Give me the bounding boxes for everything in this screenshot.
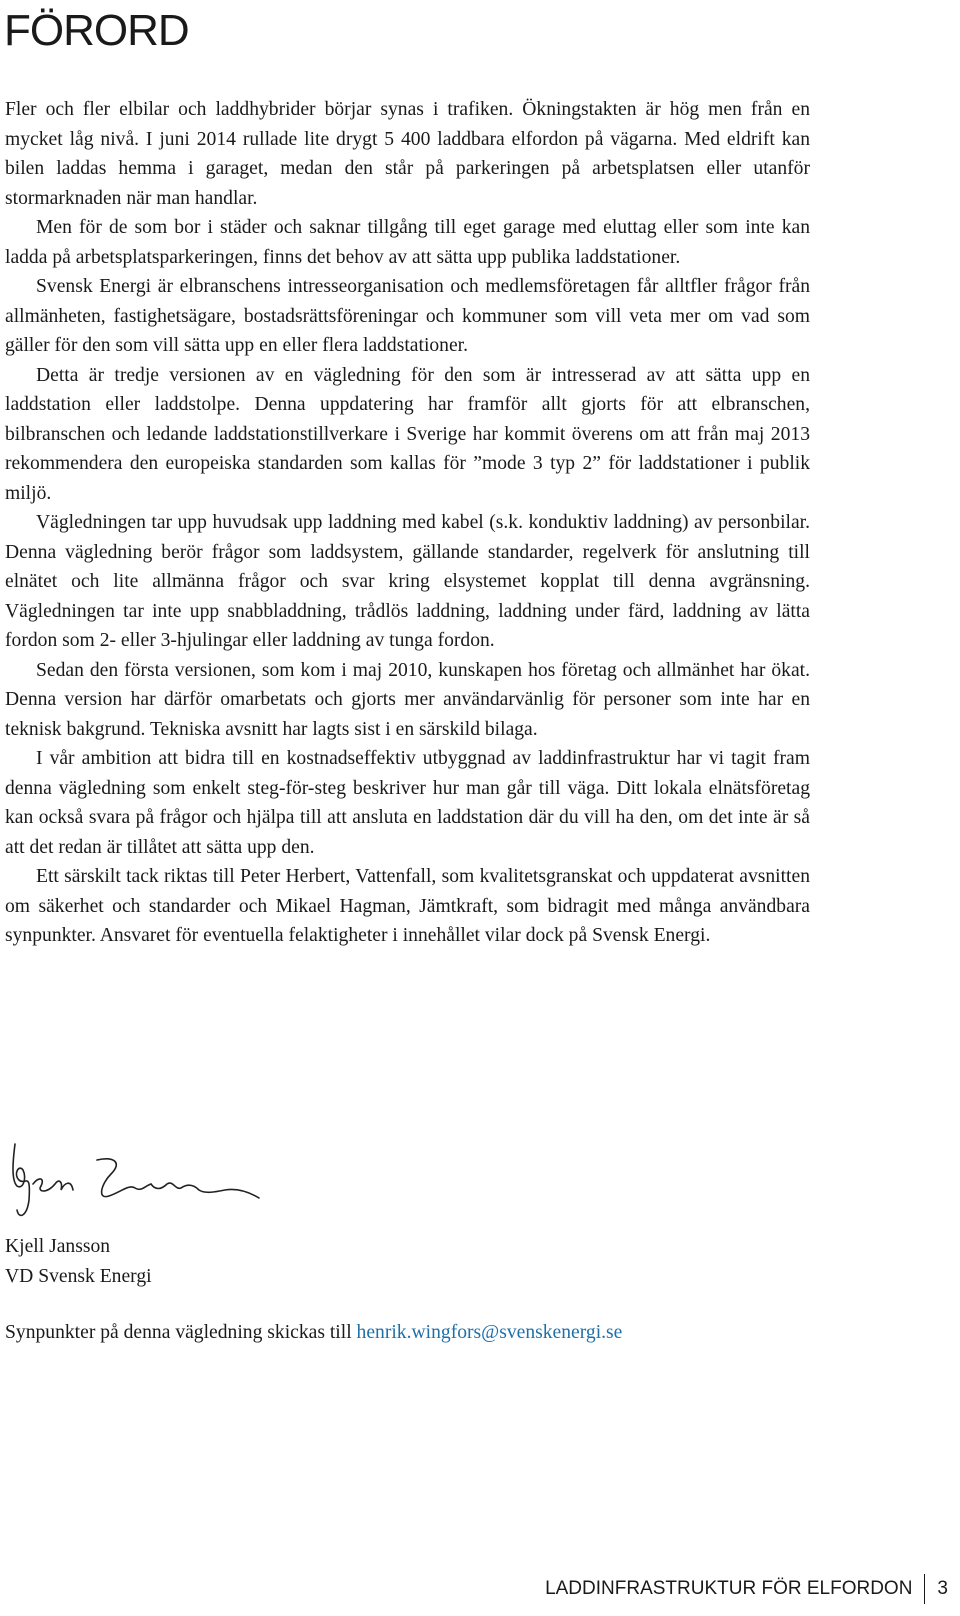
paragraph: Sedan den första versionen, som kom i maj 2010, kunskapen hos företag och allmänhet har ökat. Denna version har därför omarbetats och gjorts mer användarvänlig för personer som inte har en teknisk bakgrund. Tekniska avsnitt har lagts sist i en särskild bilaga. bbox=[5, 659, 810, 740]
handwritten-signature bbox=[5, 1140, 265, 1230]
email-link[interactable]: henrik.wingfors@svenskenergi.se bbox=[356, 1322, 623, 1343]
paragraph: Detta är tredje versionen av en vägledning för den som är intresserad av att sätta upp en laddstation eller laddstolpe. Denna uppdatering har framför allt gjorts för att elbranschen, bilbranschen och ledande laddstationstillverkare i Sverige har kommit överens om att från maj 2013 rekommendera den europeiska standarden som kallas för ”mode 3 typ 2” för laddstationer i publik miljö. bbox=[5, 364, 810, 504]
body-text bbox=[5, 95, 810, 951]
signatory-role: VD Svensk Energi bbox=[5, 1266, 152, 1287]
page-title: FÖRORD bbox=[4, 6, 189, 55]
paragraph: I vår ambition att bidra till en kostnadseffektiv utbyggnad av laddinfrastruktur har vi tagit fram denna vägledning som enkelt steg-för-steg beskriver hur man går till väga. Ditt lokala elnätsföretag kan också svara på frågor och hjälpa till att ansluta en laddstation där du vill ha den, om det inte är så att det redan är tillåtet att sätta upp den. bbox=[5, 748, 810, 858]
paragraph: Ett särskilt tack riktas till Peter Herbert, Vattenfall, som kvalitetsgranskat och uppdaterat avsnitten om säkerhet och standarder och Mikael Hagman, Jämtkraft, som bidragit med många användbara synpunkter. Ansvaret för eventuella felaktigheter i innehållet vilar dock på Svensk Energi. bbox=[5, 866, 810, 946]
paragraph: Svensk Energi är elbranschens intresseorganisation och medlemsföretagen får alltfler frågor från allmänheten, fastighetsägare, bostadsrättsföreningar och kommuner som vill veta mer om vad som gäller för den som vill sätta upp en eller flera laddstationer. bbox=[5, 276, 810, 356]
footer-divider bbox=[924, 1574, 925, 1604]
contact-line bbox=[5, 1322, 622, 1344]
page-footer bbox=[545, 1572, 948, 1606]
signatory-name: Kjell Jansson bbox=[5, 1236, 111, 1257]
contact-text: Synpunkter på denna vägledning skickas till bbox=[5, 1322, 352, 1343]
paragraph: Fler och fler elbilar och laddhybrider börjar synas i trafiken. Ökningstakten är hög men från en mycket låg nivå. I juni 2014 rullade lite drygt 5 400 laddbara elfordon på vägarna. Med eldrift kan bilen laddas hemma i garaget, medan den står på parkeringen på arbetsplatsen eller utanför stormarknaden när man handlar. bbox=[5, 99, 810, 209]
page-number: 3 bbox=[937, 1578, 948, 1599]
paragraph: Men för de som bor i städer och saknar tillgång till eget garage med eluttag eller som inte kan ladda på arbetsplatsparkeringen, finns det behov av att sätta upp publika laddstationer. bbox=[5, 217, 810, 268]
signatory bbox=[5, 1232, 152, 1292]
running-title: LADDINFRASTRUKTUR FÖR ELFORDON bbox=[545, 1578, 913, 1599]
paragraph: Vägledningen tar upp huvudsak upp laddning med kabel (s.k. konduktiv laddning) av personbilar. Denna vägledning berör frågor som laddsystem, gällande standarder, regelverk för anslutning till elnätet och lite allmänna frågor och svar kring elsystemet kopplat till denna avgränsning. Vägledningen tar inte upp snabbladdning, trådlös laddning, laddning under färd, laddning av lätta fordon som 2- eller 3-hjulingar eller laddning av tunga fordon. bbox=[5, 512, 810, 651]
